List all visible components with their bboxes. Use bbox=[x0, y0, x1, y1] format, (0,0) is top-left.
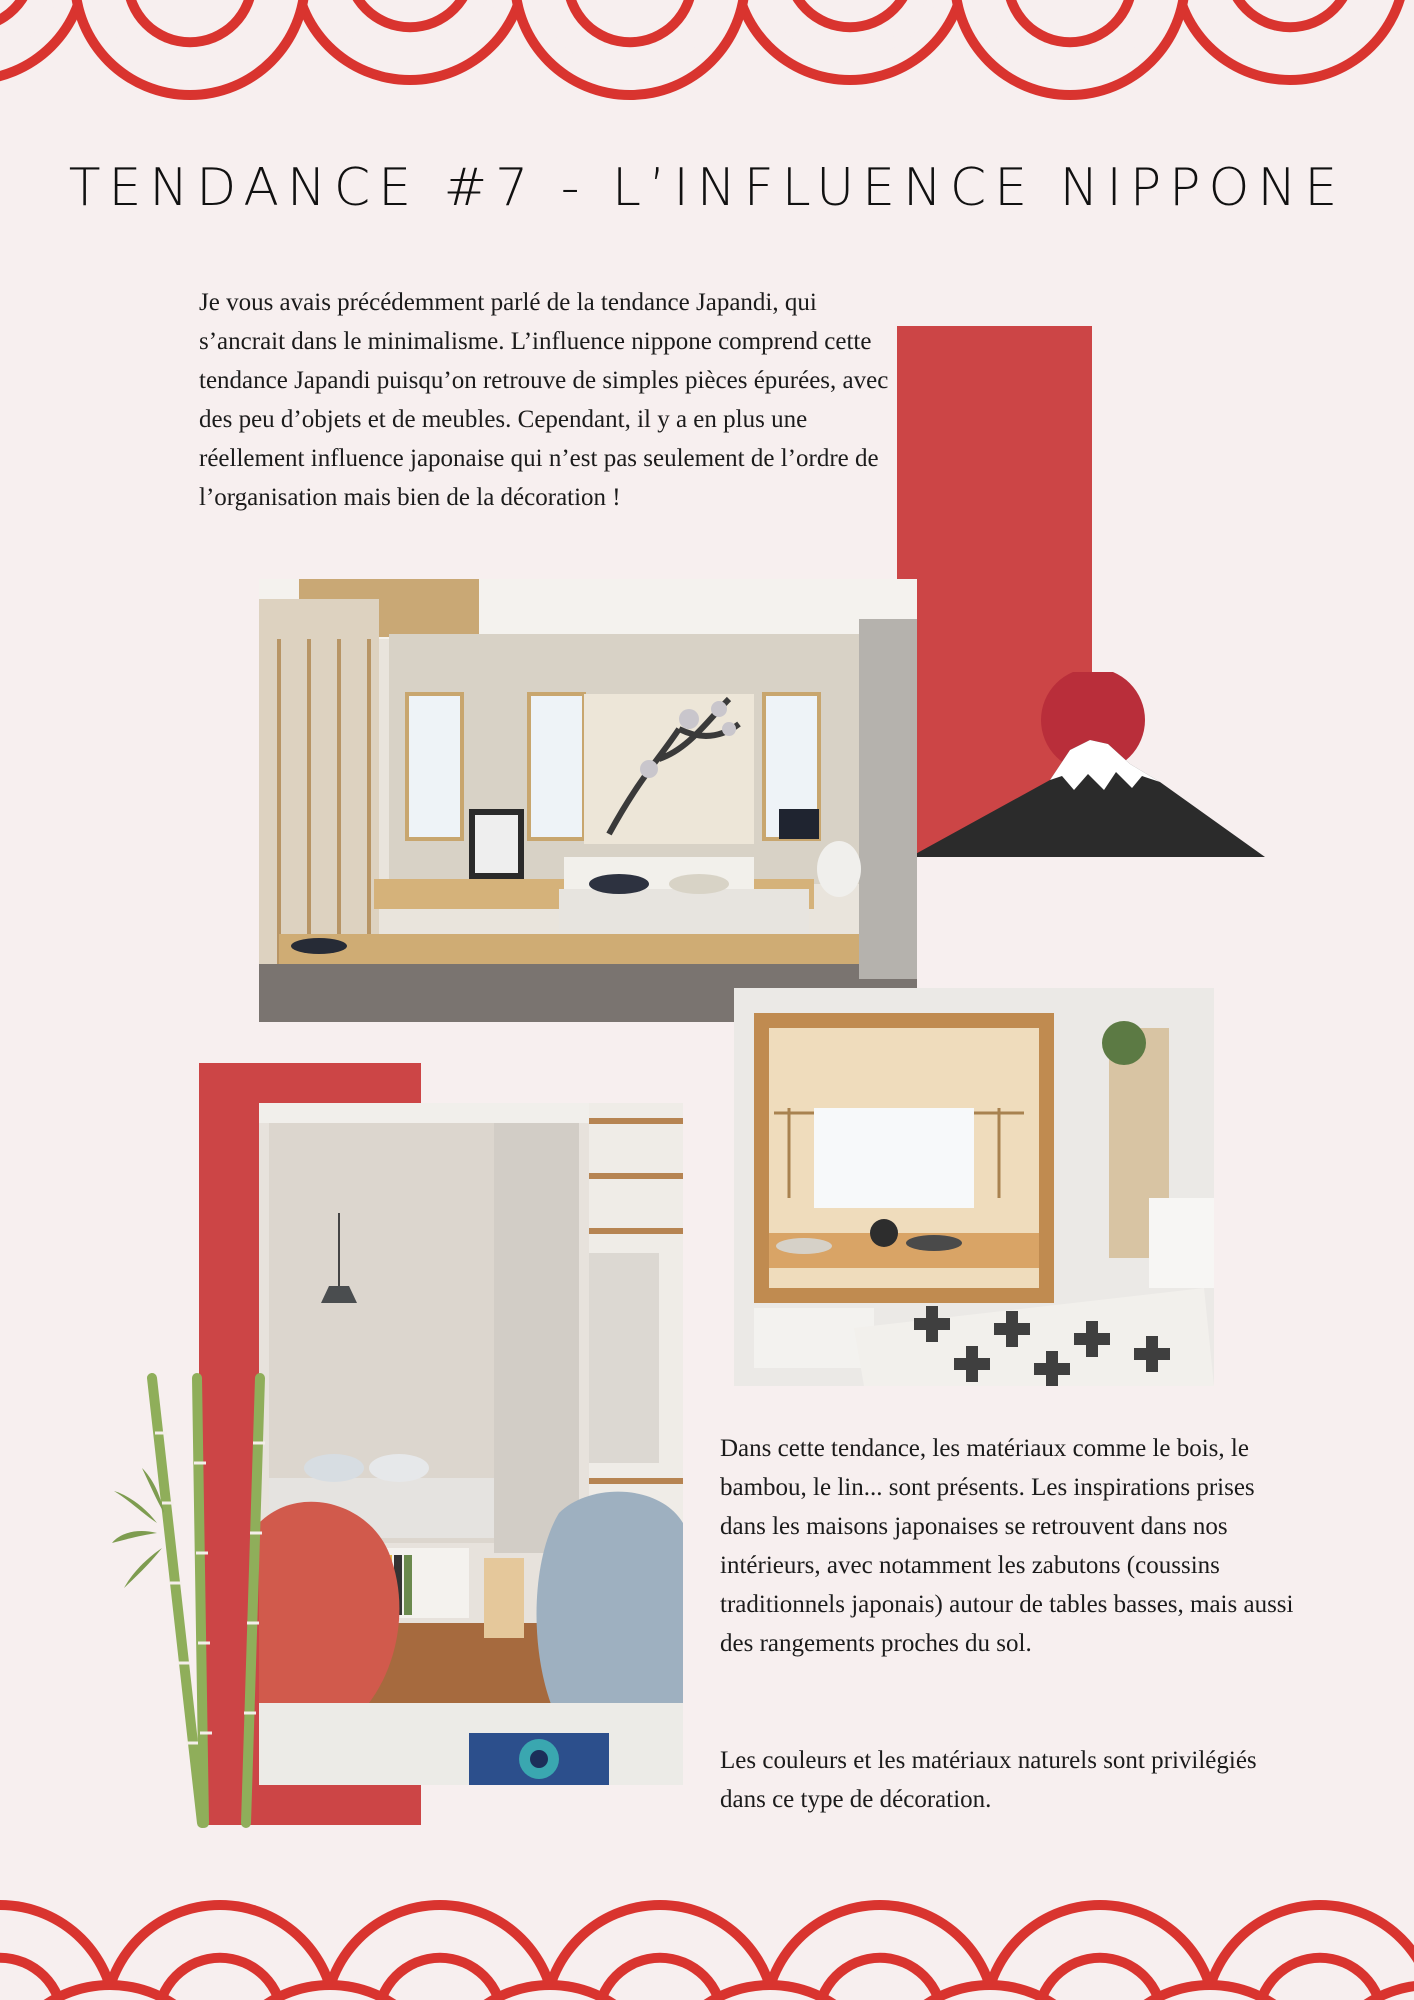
intro-paragraph: Je vous avais précédemment parlé de la tendance Japandi, qui s’ancrait dans le minimalisme. L’influence nippone comprend cette tendance Japandi puisqu’on retrouve de simples pièces épurées, avec des peu d’objets et de meubles. Cependant, il y a en plus une réellement influence japonaise qui n’est pas seulement de l’ordre de l’organisation mais bien de la décoration ! bbox=[199, 289, 889, 511]
bamboo-illustration bbox=[112, 1373, 282, 1828]
bottom-wave-pattern bbox=[0, 1870, 1414, 2000]
top-wave-pattern bbox=[0, 0, 1414, 100]
mount-fuji-illustration bbox=[910, 672, 1265, 858]
photo-living-alcove bbox=[259, 1103, 683, 1785]
photo-japanese-bedroom bbox=[259, 579, 917, 1022]
page-title: TENDANCE #7 - L’INFLUENCE NIPPONE bbox=[68, 158, 1346, 218]
body-paragraph-2: Les couleurs et les matériaux naturels sont privilégiés dans ce type de décoration. bbox=[720, 1747, 1257, 1813]
body-paragraph-1: Dans cette tendance, les matériaux comme le bois, le bambou, le lin... sont présents. Les inspirations prises dans les maisons japonaises se retrouvent dans nos intérieurs, avec notamment les zabutons (coussins traditionnels japonais) autour de tables basses, mais aussi des rangements proches du sol. bbox=[720, 1435, 1294, 1657]
photo-window-nook bbox=[734, 988, 1214, 1386]
